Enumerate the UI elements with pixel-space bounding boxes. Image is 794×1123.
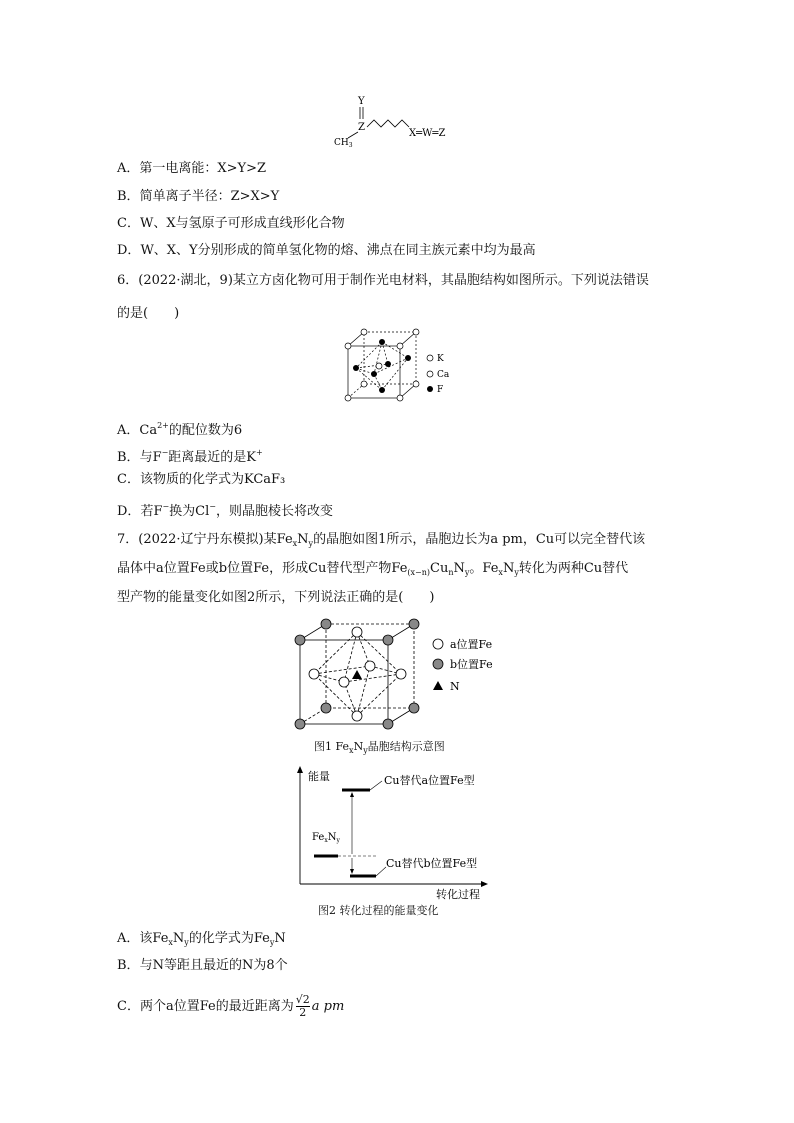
q7-figure2-energy bbox=[290, 764, 500, 900]
legend-k: K bbox=[437, 354, 444, 364]
legend-ca: Ca bbox=[437, 370, 450, 380]
q7-figure1-crystal bbox=[290, 618, 510, 736]
q6-stem-line2: 的是( ) bbox=[117, 306, 180, 321]
q6-option-c: C．该物质的化学式为KCaF₃ bbox=[117, 472, 286, 487]
chain-end: X═W═Z bbox=[409, 128, 446, 139]
legend-a-fe: a位置Fe bbox=[450, 638, 493, 651]
q6-stem-line1: 6．(2022·湖北，9)某立方卤化物可用于制作光电材料，其晶胞结构如图所示。下列说法错误 bbox=[117, 273, 649, 288]
fraction: $\frac{√2}{2}$ bbox=[295, 993, 310, 1019]
q6-option-b: B．与F−距离最近的是K+ bbox=[117, 448, 263, 465]
q5-structure-diagram bbox=[330, 92, 480, 152]
legend-b-fe: b位置Fe bbox=[450, 658, 493, 671]
q5-option-d: D．W、X、Y分别形成的简单氢化物的熔、沸点在同主族元素中均为最高 bbox=[117, 243, 536, 258]
atom-y: Y bbox=[358, 96, 365, 107]
figure1-caption: 图1 $Fe_xN_y$晶胞结构示意图 bbox=[314, 740, 445, 755]
legend-f: F bbox=[437, 385, 444, 395]
q5-option-a: A．第一电离能：X>Y>Z bbox=[117, 161, 267, 176]
q7-option-b: B．与N等距且最近的N为8个 bbox=[117, 958, 288, 973]
q7-stem-line1: 7．(2022·辽宁丹东模拟)某$Fe_xN_y$的晶胞如图1所示，晶胞边长为a pm，Cu可以完全替代该 bbox=[117, 532, 646, 548]
figure2-caption: 图2 转化过程的能量变化 bbox=[318, 904, 439, 917]
q7-option-c: C．两个a位置Fe的最近距离为 $\frac{√2}{2}$ a pm bbox=[117, 993, 345, 1019]
q7-option-a: A．该$Fe_xN_y$的化学式为$Fe_yN$ bbox=[117, 931, 286, 947]
level-upper: Cu替代a位置Fe型 bbox=[384, 774, 475, 787]
q7-stem-line3: 型产物的能量变化如图2所示，下列说法正确的是( ) bbox=[117, 590, 435, 605]
axis-process: 转化过程 bbox=[436, 888, 480, 900]
q7-stem-line2: 晶体中a位置Fe或b位置Fe，形成Cu替代型产物$Fe_{(x-n)}Cu_nN_y$。$Fe_xN_y$转化为两种Cu替代 bbox=[117, 561, 629, 577]
level-lower: Cu替代b位置Fe型 bbox=[386, 857, 478, 870]
axis-energy: 能量 bbox=[308, 770, 330, 783]
level-mid: $Fe_xN_y$ bbox=[312, 832, 340, 844]
legend-n: N bbox=[450, 680, 460, 693]
methyl-group: $CH_3$ bbox=[334, 138, 353, 149]
q6-option-a: A．$Ca^{2+}$的配位数为6 bbox=[117, 421, 243, 438]
atom-z: Z bbox=[358, 122, 365, 133]
q6-option-d: D．若F−换为Cl−，则晶胞棱长将改变 bbox=[117, 502, 333, 519]
q5-option-b: B．简单离子半径：Z>X>Y bbox=[117, 189, 280, 204]
q6-crystal-cell bbox=[338, 326, 468, 406]
q5-option-c: C．W、X与氢原子可形成直线形化合物 bbox=[117, 216, 345, 231]
